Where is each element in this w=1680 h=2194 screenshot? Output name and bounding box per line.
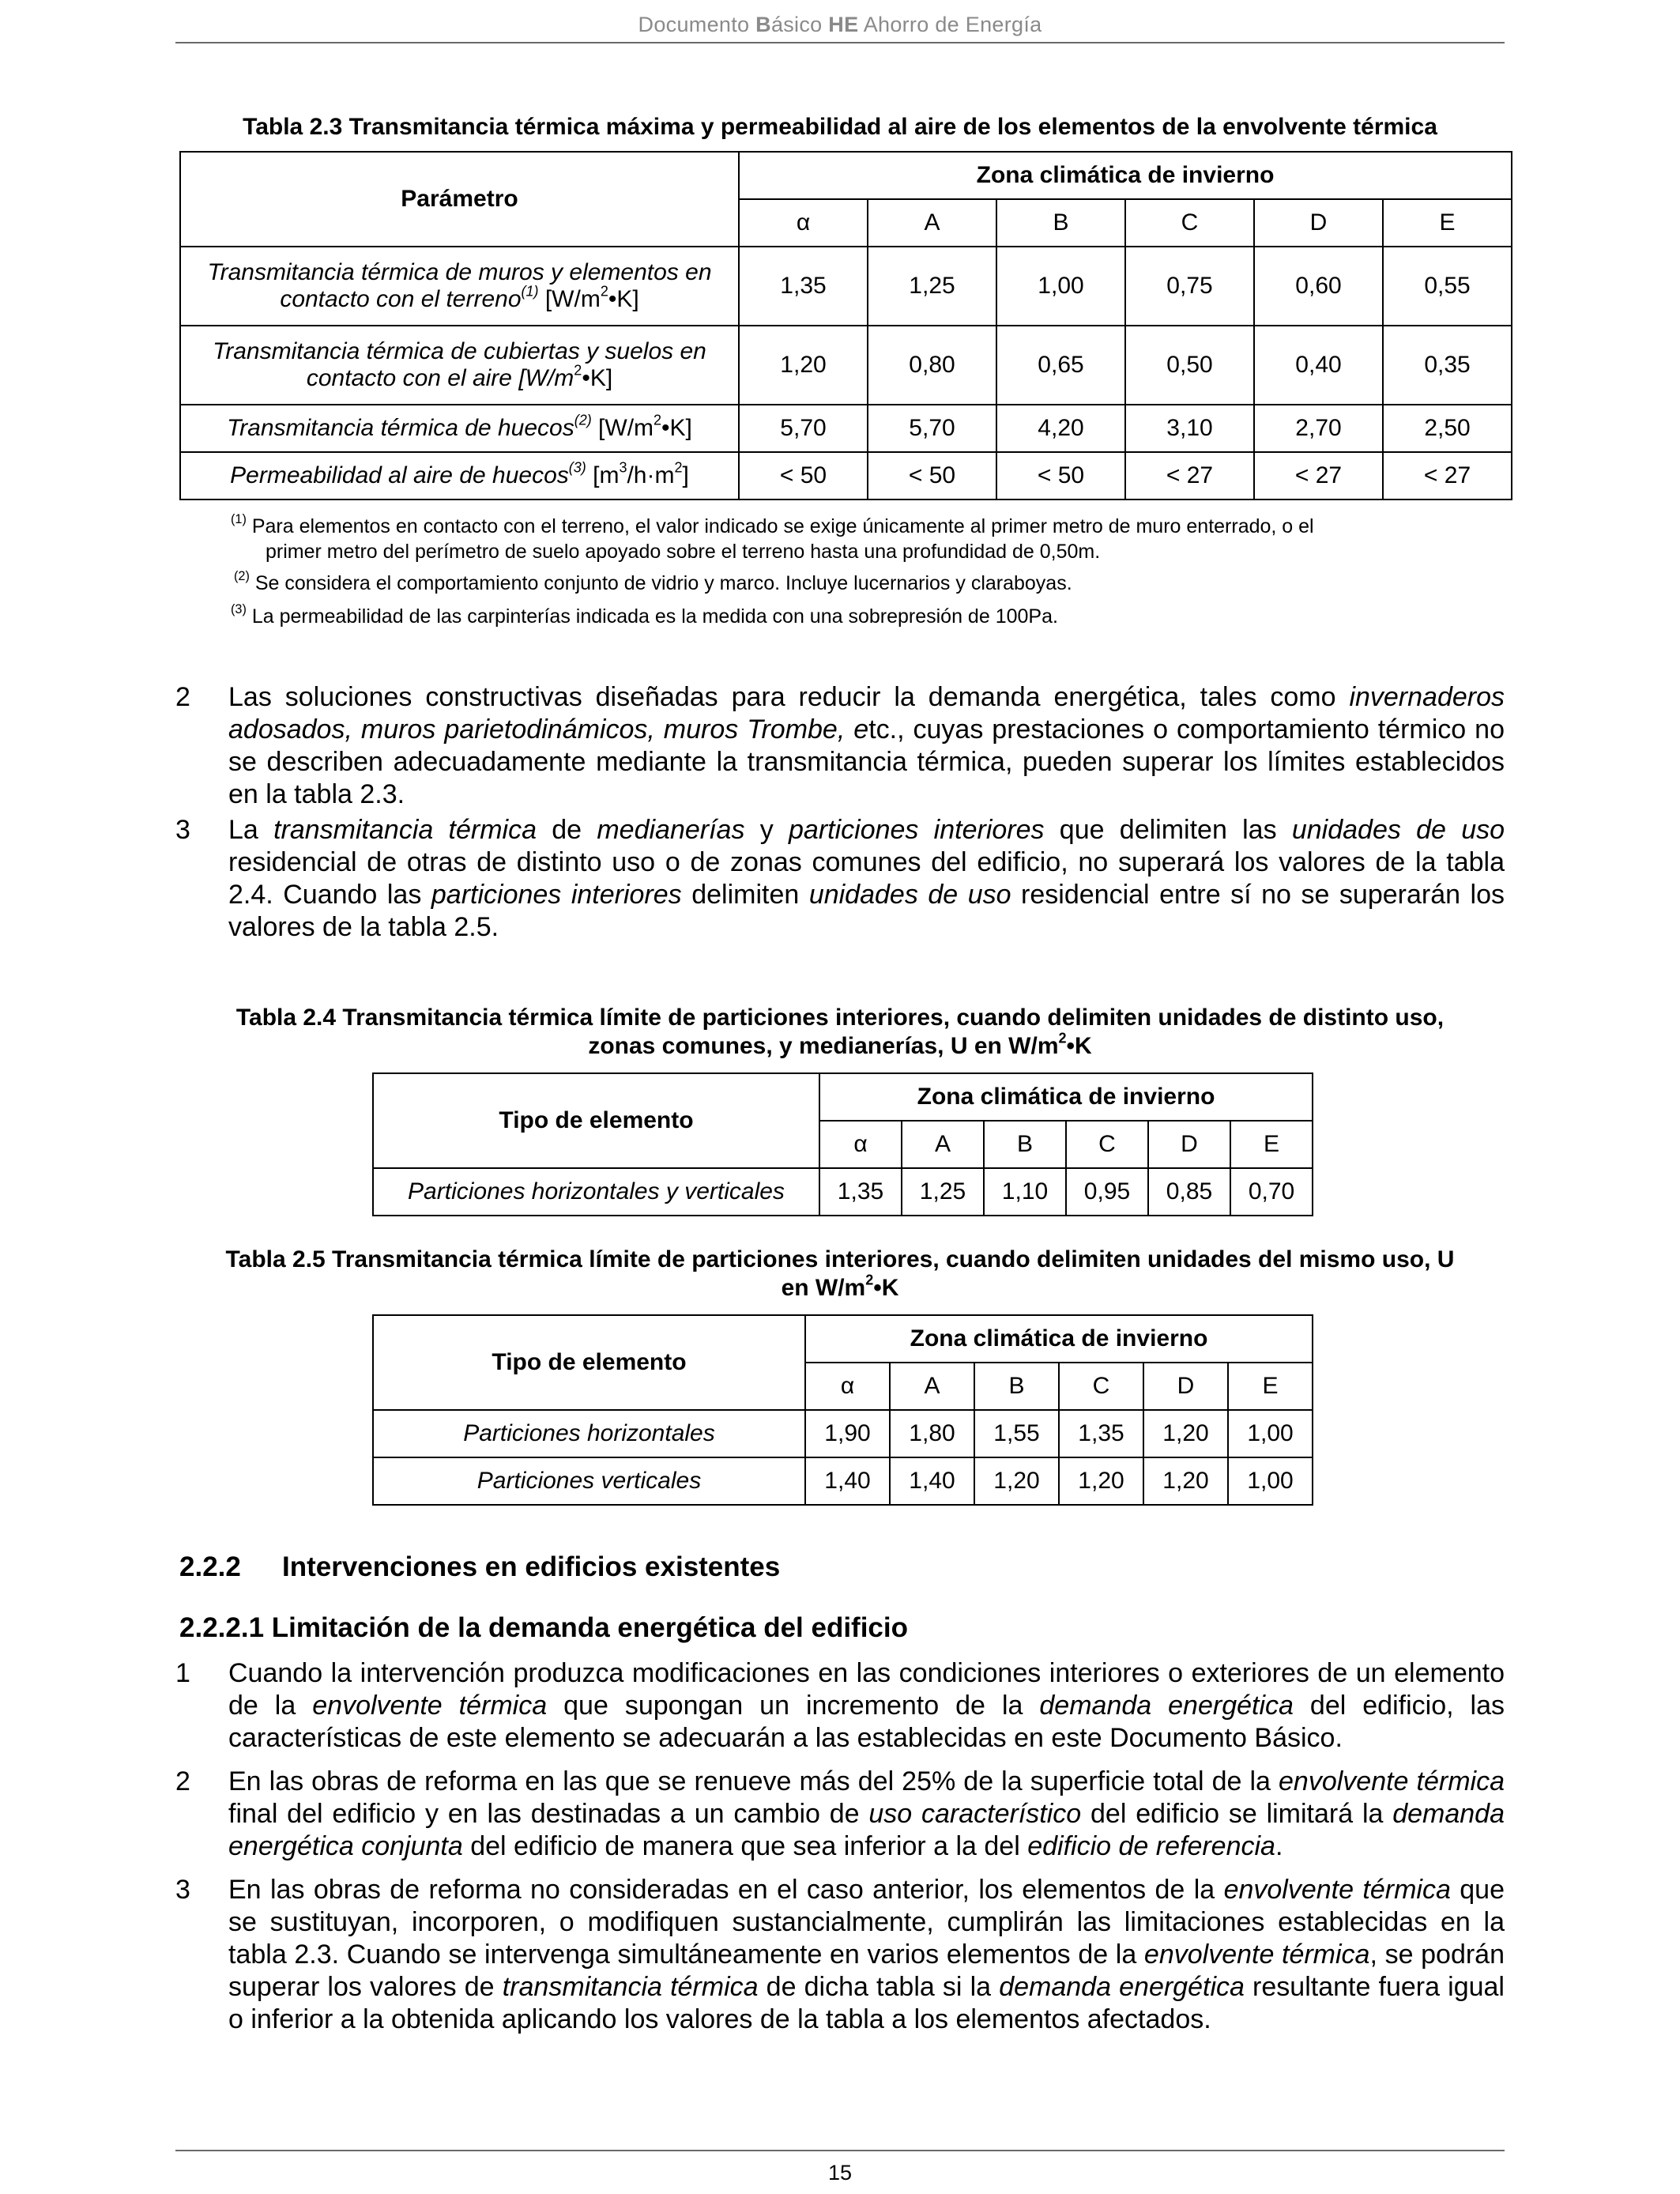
zone-header: C (1125, 199, 1254, 247)
cell-value: < 27 (1125, 452, 1254, 499)
paragraph-number: 3 (175, 815, 190, 845)
cell-value: 1,90 (805, 1410, 890, 1457)
cell-value: 1,20 (1059, 1457, 1143, 1505)
cell-value: 1,20 (1143, 1410, 1228, 1457)
cell-value: 0,60 (1254, 247, 1383, 326)
row-label: Particiones horizontales y verticales (373, 1168, 819, 1216)
param-header: Parámetro (180, 152, 739, 247)
tipo-header: Tipo de elemento (373, 1315, 805, 1410)
cell-value: 3,10 (1125, 405, 1254, 452)
cell-value: 2,70 (1254, 405, 1383, 452)
zona-header: Zona climática de invierno (739, 152, 1512, 199)
zone-header: C (1059, 1363, 1143, 1410)
cell-value: 1,40 (805, 1457, 890, 1505)
row-label: Transmitancia térmica de cubiertas y suelos en contacto con el aire $[W/m^2•K]$ (180, 326, 739, 405)
table-2-5-caption: Tabla 2.5 Transmitancia térmica límite de particiones interiores, cuando delimiten unidades del mismo uso, U en $W/m^2•K$ (225, 1246, 1455, 1301)
row-label: Particiones verticales (373, 1457, 805, 1505)
table-2-5 (372, 1314, 1313, 1506)
footnote-1: $^{(1)}$ Para elementos en contacto con el terreno, el valor indicado se exige únicamente al primer metro de muro enterrado, o el primer metro del perímetro de suelo apoyado sobre el terreno hasta una profundidad de 0,50m. (231, 511, 1314, 563)
table-row (180, 247, 1512, 326)
cell-value: 1,00 (996, 247, 1125, 326)
zone-header: α (805, 1363, 890, 1410)
cell-value: 1,20 (1143, 1457, 1228, 1505)
zone-header: E (1230, 1121, 1313, 1168)
zone-header: D (1143, 1363, 1228, 1410)
row-label: Transmitancia térmica de huecos$^{(2)}$ $[W/m^2•K]$ (180, 405, 739, 452)
cell-value: 1,25 (868, 247, 996, 326)
list-item-3: 3 En las obras de reforma no consideradas en el caso anterior, los elementos de la envolvente térmica que se sustituyan, incorporen, o modifiquen sustancialmente, cumplirán las limitaciones establecidas en la tabla 2.3. Cuando se intervenga simultáneamente en varios elementos de la envolvente térmica, se podrán superar los valores de transmitancia térmica de dicha tabla si la demanda energética resultante fuera igual o inferior a la obtenida aplicando los valores de la tabla a los elementos afectados. (175, 1875, 1505, 2034)
cell-value: 0,70 (1230, 1168, 1313, 1216)
zone-header: α (819, 1121, 902, 1168)
table-row (373, 1410, 1313, 1457)
cell-value: < 27 (1254, 452, 1383, 499)
table-2-3 (179, 151, 1512, 500)
zona-header: Zona climática de invierno (819, 1073, 1313, 1121)
cell-value: 0,35 (1383, 326, 1512, 405)
running-header: Documento Básico HE Ahorro de Energía (638, 13, 1042, 36)
cell-value: 0,95 (1066, 1168, 1148, 1216)
list-number: 3 (175, 1875, 190, 1905)
zone-header: B (996, 199, 1125, 247)
section-heading-2-2-2-1: 2.2.2.1 Limitación de la demanda energética del edificio (179, 1612, 909, 1643)
cell-value: 1,40 (890, 1457, 974, 1505)
zone-header: E (1383, 199, 1512, 247)
cell-value: 0,85 (1148, 1168, 1230, 1216)
cell-value: 5,70 (868, 405, 996, 452)
table-row (373, 1168, 1313, 1216)
cell-value: 1,35 (1059, 1410, 1143, 1457)
cell-value: 1,55 (974, 1410, 1059, 1457)
cell-value: 4,20 (996, 405, 1125, 452)
cell-value: 1,20 (739, 326, 868, 405)
zone-header: A (890, 1363, 974, 1410)
list-number: 1 (175, 1658, 190, 1688)
cell-value: 1,20 (974, 1457, 1059, 1505)
table-row (180, 405, 1512, 452)
cell-value: 1,80 (890, 1410, 974, 1457)
footer-rule (175, 2150, 1505, 2151)
row-label: Permeabilidad al aire de huecos$^{(3)}$ $[m^3/h\cdot m^2]$ (180, 452, 739, 499)
cell-value: < 50 (868, 452, 996, 499)
cell-value: 1,00 (1228, 1457, 1313, 1505)
zone-header: A (902, 1121, 984, 1168)
cell-value: 1,35 (819, 1168, 902, 1216)
cell-value: 0,50 (1125, 326, 1254, 405)
zone-header: D (1148, 1121, 1230, 1168)
list-item-2: 2 En las obras de reforma en las que se renueve más del 25% de la superficie total de la envolvente térmica final del edificio y en las destinadas a un cambio de uso característico del edificio se limitará la demanda energética conjunta del edificio de manera que sea inferior a la del edificio de referencia. (175, 1766, 1505, 1861)
paragraph-3: 3 La transmitancia térmica de medianerías y particiones interiores que delimiten las unidades de uso residencial de otras de distinto uso o de zonas comunes del edificio, no superará los valores de la tabla 2.4. Cuando las particiones interiores delimiten unidades de uso residencial entre sí no se superarán los valores de la tabla 2.5. (175, 815, 1505, 942)
paragraph-number: 2 (175, 682, 190, 712)
zone-header: B (984, 1121, 1066, 1168)
cell-value: 1,35 (739, 247, 868, 326)
zone-header: B (974, 1363, 1059, 1410)
zone-header: C (1066, 1121, 1148, 1168)
cell-value: 0,40 (1254, 326, 1383, 405)
zone-header: A (868, 199, 996, 247)
section-heading-2-2-2: 2.2.2 Intervenciones en edificios existentes (179, 1551, 781, 1582)
list-item-1: 1 Cuando la intervención produzca modificaciones en las condiciones interiores o exteriores de un elemento de la envolvente térmica que supongan un incremento de la demanda energética del edificio, las características de este elemento se adecuarán a las establecidas en este Documento Básico. (175, 1658, 1505, 1753)
cell-value: < 50 (739, 452, 868, 499)
tipo-header: Tipo de elemento (373, 1073, 819, 1168)
row-label: Transmitancia térmica de muros y elementos en contacto con el terreno$^{(1)}$ $[W/m^2•K]$ (180, 247, 739, 326)
cell-value: < 27 (1383, 452, 1512, 499)
footnote-2: $^{(2)}$ Se considera el comportamiento conjunto de vidrio y marco. Incluye lucernarios y claraboyas. (234, 568, 1072, 594)
zone-header: D (1254, 199, 1383, 247)
table-2-4-caption: Tabla 2.4 Transmitancia térmica límite de particiones interiores, cuando delimiten unidades de distinto uso, zonas comunes, y medianerías, U en $W/m^2•K$ (235, 1005, 1445, 1059)
row-label: Particiones horizontales (373, 1410, 805, 1457)
cell-value: < 50 (996, 452, 1125, 499)
cell-value: 0,80 (868, 326, 996, 405)
table-2-4 (372, 1072, 1313, 1216)
cell-value: 0,55 (1383, 247, 1512, 326)
zone-header: α (739, 199, 868, 247)
table-row (180, 326, 1512, 405)
cell-value: 1,25 (902, 1168, 984, 1216)
cell-value: 2,50 (1383, 405, 1512, 452)
paragraph-2: 2 Las soluciones constructivas diseñadas para reducir la demanda energética, tales como invernaderos adosados, muros parietodinámicos, muros Trombe, etc., cuyas prestaciones o comportamiento térmico no se describen adecuadamente mediante la transmitancia térmica, pueden superar los límites establecidos en la tabla 2.3. (175, 682, 1505, 809)
cell-value: 1,10 (984, 1168, 1066, 1216)
header-rule (175, 42, 1505, 43)
cell-value: 5,70 (739, 405, 868, 452)
zona-header: Zona climática de invierno (805, 1315, 1313, 1363)
cell-value: 0,75 (1125, 247, 1254, 326)
page-number: 15 (827, 2161, 853, 2185)
table-row (373, 1457, 1313, 1505)
footnote-3: $^{(3)}$ La permeabilidad de las carpinterías indicada es la medida con una sobrepresión de 100Pa. (231, 601, 1058, 628)
list-number: 2 (175, 1766, 190, 1796)
table-row (180, 452, 1512, 499)
cell-value: 0,65 (996, 326, 1125, 405)
table-2-3-caption: Tabla 2.3 Transmitancia térmica máxima y permeabilidad al aire de los elementos de la envolvente térmica (243, 114, 1437, 140)
cell-value: 1,00 (1228, 1410, 1313, 1457)
zone-header: E (1228, 1363, 1313, 1410)
